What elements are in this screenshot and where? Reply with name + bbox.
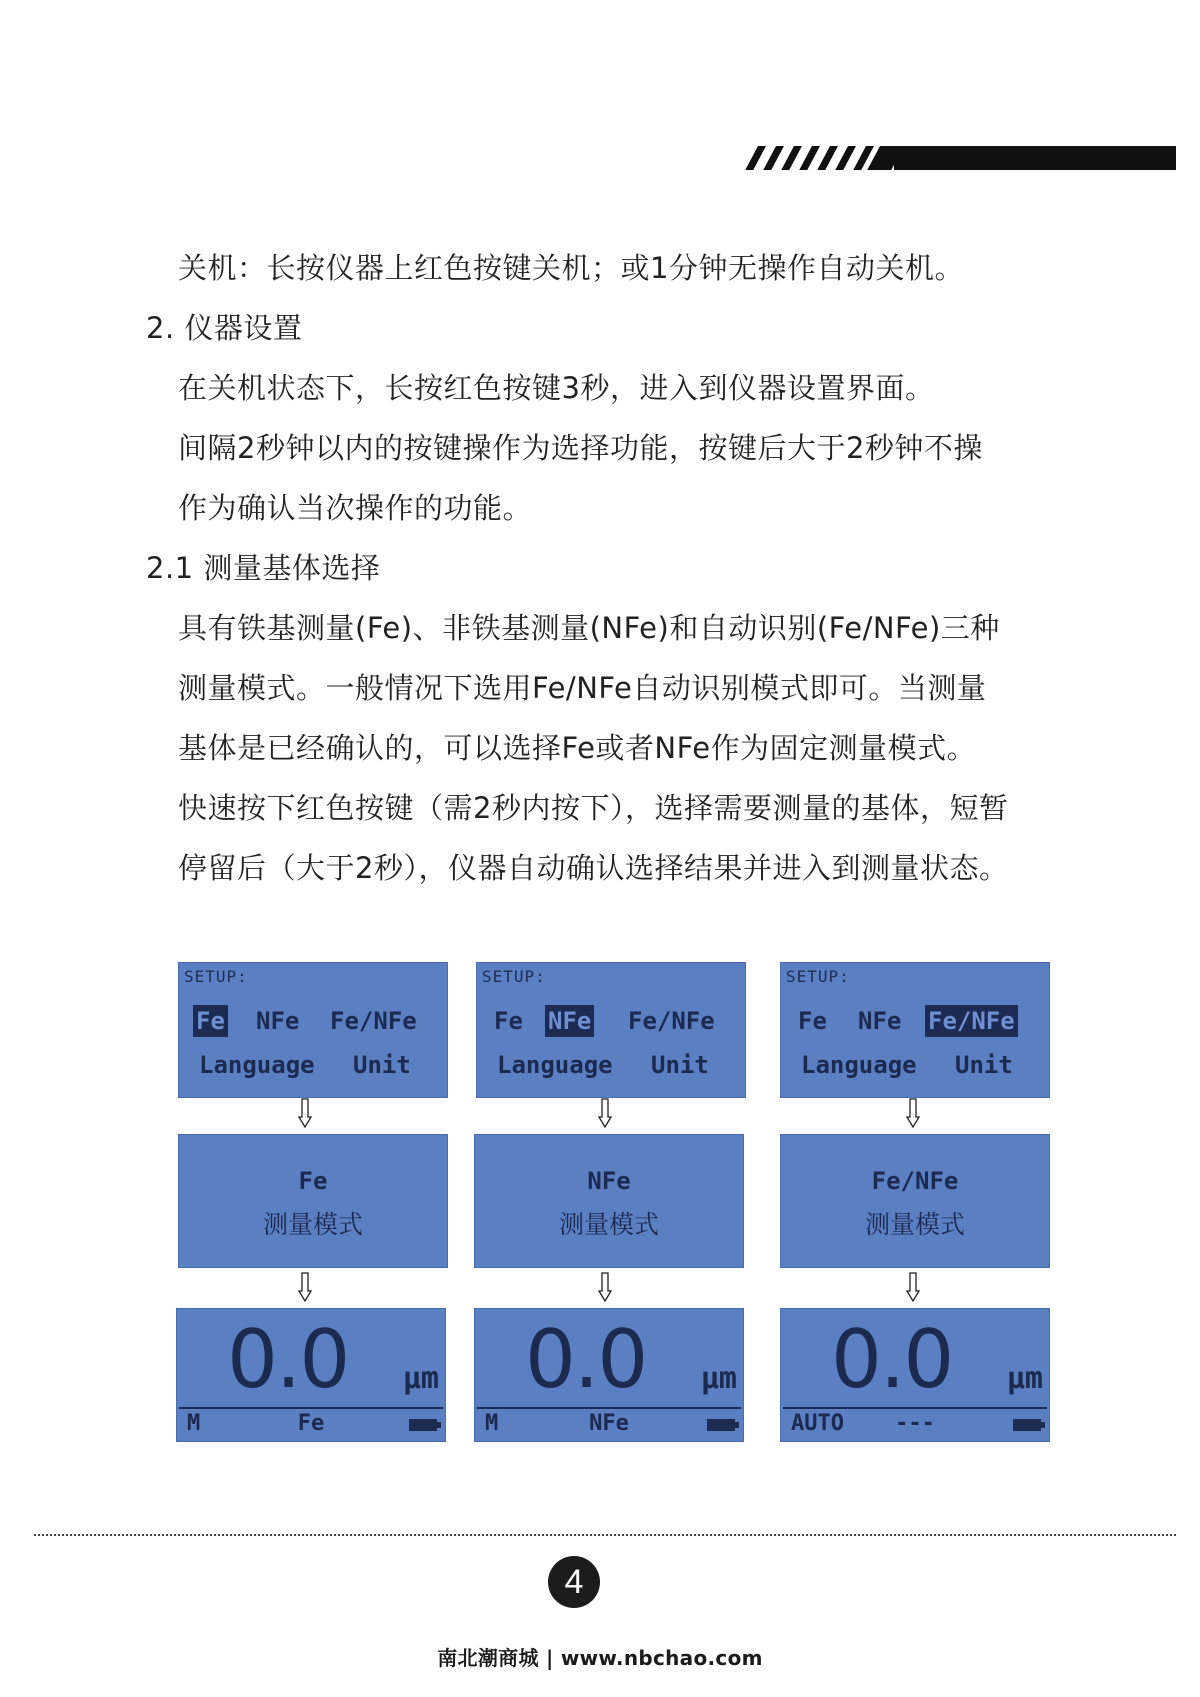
setup-label: SETUP: <box>482 967 546 986</box>
option-language: Language <box>801 1051 917 1079</box>
paragraph-modes-2: 测量模式。一般情况下选用Fe/NFe自动识别模式即可。当测量 <box>178 671 987 705</box>
footer-divider <box>34 1534 1176 1536</box>
option-fe-nfe: Fe/NFe <box>330 1007 417 1035</box>
setup-screen-auto <box>780 962 1050 1098</box>
option-unit: Unit <box>353 1051 411 1079</box>
setup-label: SETUP: <box>786 967 850 986</box>
page-number: 4 <box>548 1556 600 1608</box>
down-arrow-icon <box>906 1272 920 1302</box>
unit-label: μm <box>402 1361 439 1396</box>
status-mode-flag: M <box>187 1411 201 1436</box>
thickness-value: 0.0 <box>831 1313 953 1406</box>
down-arrow-icon <box>598 1272 612 1302</box>
paragraph-enter-settings: 在关机状态下，长按红色按键3秒，进入到仪器设置界面。 <box>178 371 935 405</box>
mode-name: Fe <box>298 1167 328 1195</box>
option-nfe: NFe <box>545 1005 594 1037</box>
mode-name: NFe <box>587 1167 631 1195</box>
reading-screen-auto <box>780 1308 1050 1442</box>
header-stripe-decoration <box>750 146 1176 170</box>
mode-screen-auto <box>780 1134 1050 1268</box>
mode-screen-fe <box>178 1134 448 1268</box>
status-substrate: Fe <box>297 1411 325 1436</box>
battery-icon <box>409 1419 437 1431</box>
status-substrate: NFe <box>589 1411 629 1436</box>
option-language: Language <box>199 1051 315 1079</box>
divider <box>179 1407 443 1409</box>
mode-label: 测量模式 <box>558 1210 659 1239</box>
status-substrate: --- <box>895 1411 935 1436</box>
reading-screen-fe <box>176 1308 446 1442</box>
option-fe: Fe <box>193 1005 228 1037</box>
down-arrow-icon <box>298 1272 312 1302</box>
option-unit: Unit <box>651 1051 709 1079</box>
status-mode-flag: M <box>485 1411 499 1436</box>
divider <box>477 1407 741 1409</box>
option-unit: Unit <box>955 1051 1013 1079</box>
mode-screen-nfe <box>474 1134 744 1268</box>
down-arrow-icon <box>598 1098 612 1128</box>
setup-label: SETUP: <box>184 967 248 986</box>
unit-label: μm <box>700 1361 737 1396</box>
battery-icon <box>707 1419 735 1431</box>
mode-label: 测量模式 <box>262 1210 363 1239</box>
option-fe-nfe: Fe/NFe <box>925 1005 1018 1037</box>
paragraph-modes-3: 基体是已经确认的，可以选择Fe或者NFe作为固定测量模式。 <box>178 731 977 765</box>
paragraph-key-timing-2: 作为确认当次操作的功能。 <box>178 491 533 525</box>
mode-label: 测量模式 <box>864 1210 965 1239</box>
setup-screen-nfe <box>476 962 746 1098</box>
battery-icon <box>1013 1419 1041 1431</box>
option-fe: Fe <box>798 1007 827 1035</box>
paragraph-modes-4: 快速按下红色按键（需2秒内按下），选择需要测量的基体，短暂 <box>178 791 1009 825</box>
site-credit: 南北潮商城 | www.nbchao.com <box>437 1646 763 1670</box>
paragraph-key-timing-1: 间隔2秒钟以内的按键操作为选择功能，按键后大于2秒钟不操 <box>178 431 983 465</box>
option-nfe: NFe <box>256 1007 300 1035</box>
mode-name: Fe/NFe <box>871 1167 959 1195</box>
thickness-value: 0.0 <box>525 1313 647 1406</box>
down-arrow-icon <box>298 1098 312 1128</box>
setup-screen-fe <box>178 962 448 1098</box>
option-nfe: NFe <box>858 1007 902 1035</box>
down-arrow-icon <box>906 1098 920 1128</box>
paragraph-modes-1: 具有铁基测量(Fe)、非铁基测量(NFe)和自动识别(Fe/NFe)三种 <box>178 611 1000 645</box>
option-fe: Fe <box>494 1007 523 1035</box>
option-fe-nfe: Fe/NFe <box>628 1007 715 1035</box>
section-heading-substrate: 2.1 测量基体选择 <box>146 551 381 585</box>
thickness-value: 0.0 <box>227 1313 349 1406</box>
option-language: Language <box>497 1051 613 1079</box>
unit-label: μm <box>1006 1361 1043 1396</box>
status-mode-flag: AUTO <box>791 1411 844 1436</box>
paragraph-modes-5: 停留后（大于2秒），仪器自动确认选择结果并进入到测量状态。 <box>178 851 1009 885</box>
divider <box>783 1407 1047 1409</box>
paragraph-shutdown: 关机：长按仪器上红色按键关机；或1分钟无操作自动关机。 <box>178 251 964 285</box>
reading-screen-nfe <box>474 1308 744 1442</box>
section-heading-settings: 2. 仪器设置 <box>146 311 303 345</box>
